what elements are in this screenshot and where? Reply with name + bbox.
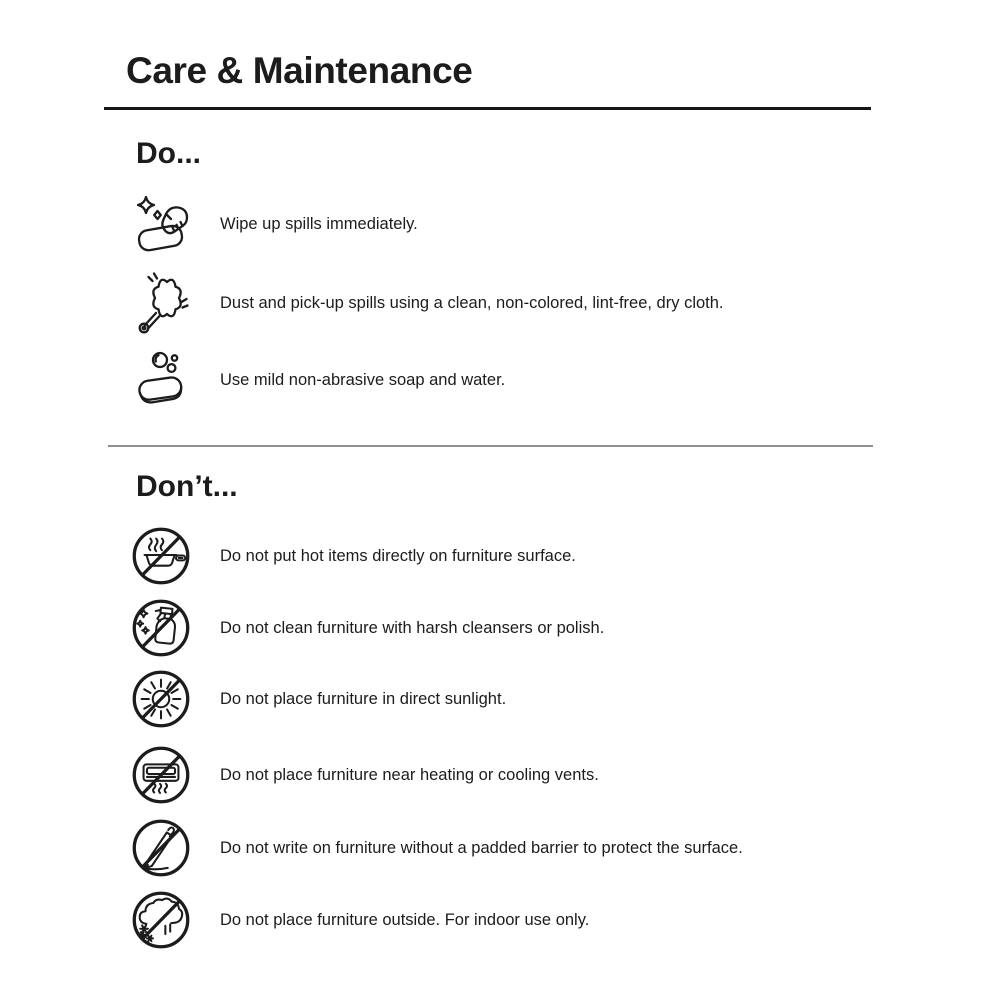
care-item-text: Do not place furniture near heating or cooling vents. xyxy=(220,765,599,784)
care-item-no-cleansers xyxy=(130,597,604,659)
care-item-text: Do not put hot items directly on furniture surface. xyxy=(220,546,576,565)
care-item-text: Do not place furniture in direct sunlight. xyxy=(220,689,507,708)
care-item-soap xyxy=(130,348,505,412)
no-hot-pan-icon xyxy=(130,525,220,587)
care-item-text: Do not clean furniture with harsh cleansers or polish. xyxy=(220,618,605,637)
no-heating-vent-icon xyxy=(130,744,220,806)
care-item-dust xyxy=(130,271,724,335)
care-item-no-writing xyxy=(130,817,743,879)
care-item-no-hot xyxy=(130,525,576,587)
wipe-cloth-icon xyxy=(130,192,220,256)
section-divider xyxy=(108,445,873,447)
care-item-text: Dust and pick-up spills using a clean, non-colored, lint-free, dry cloth. xyxy=(220,293,724,312)
do-section-heading: Do... xyxy=(136,137,201,170)
care-item-no-vents xyxy=(130,744,599,806)
care-item-wipe xyxy=(130,192,418,256)
care-item-text: Wipe up spills immediately. xyxy=(220,214,418,233)
no-writing-pen-icon xyxy=(130,817,220,879)
care-item-no-outdoor xyxy=(130,889,589,951)
no-direct-sunlight-icon xyxy=(130,668,220,730)
no-spray-cleaner-icon xyxy=(130,597,220,659)
dont-section-heading: Don’t... xyxy=(136,470,238,503)
soap-bubbles-icon xyxy=(130,348,220,412)
care-item-text: Do not write on furniture without a padded barrier to protect the surface. xyxy=(220,838,743,857)
feather-duster-icon xyxy=(130,271,220,335)
care-item-no-sunlight xyxy=(130,668,506,730)
no-outdoor-weather-icon xyxy=(130,889,220,951)
care-item-text: Do not place furniture outside. For indoor use only. xyxy=(220,910,590,929)
care-item-text: Use mild non-abrasive soap and water. xyxy=(220,370,506,389)
title-divider xyxy=(104,107,871,110)
page-title: Care & Maintenance xyxy=(126,50,473,91)
